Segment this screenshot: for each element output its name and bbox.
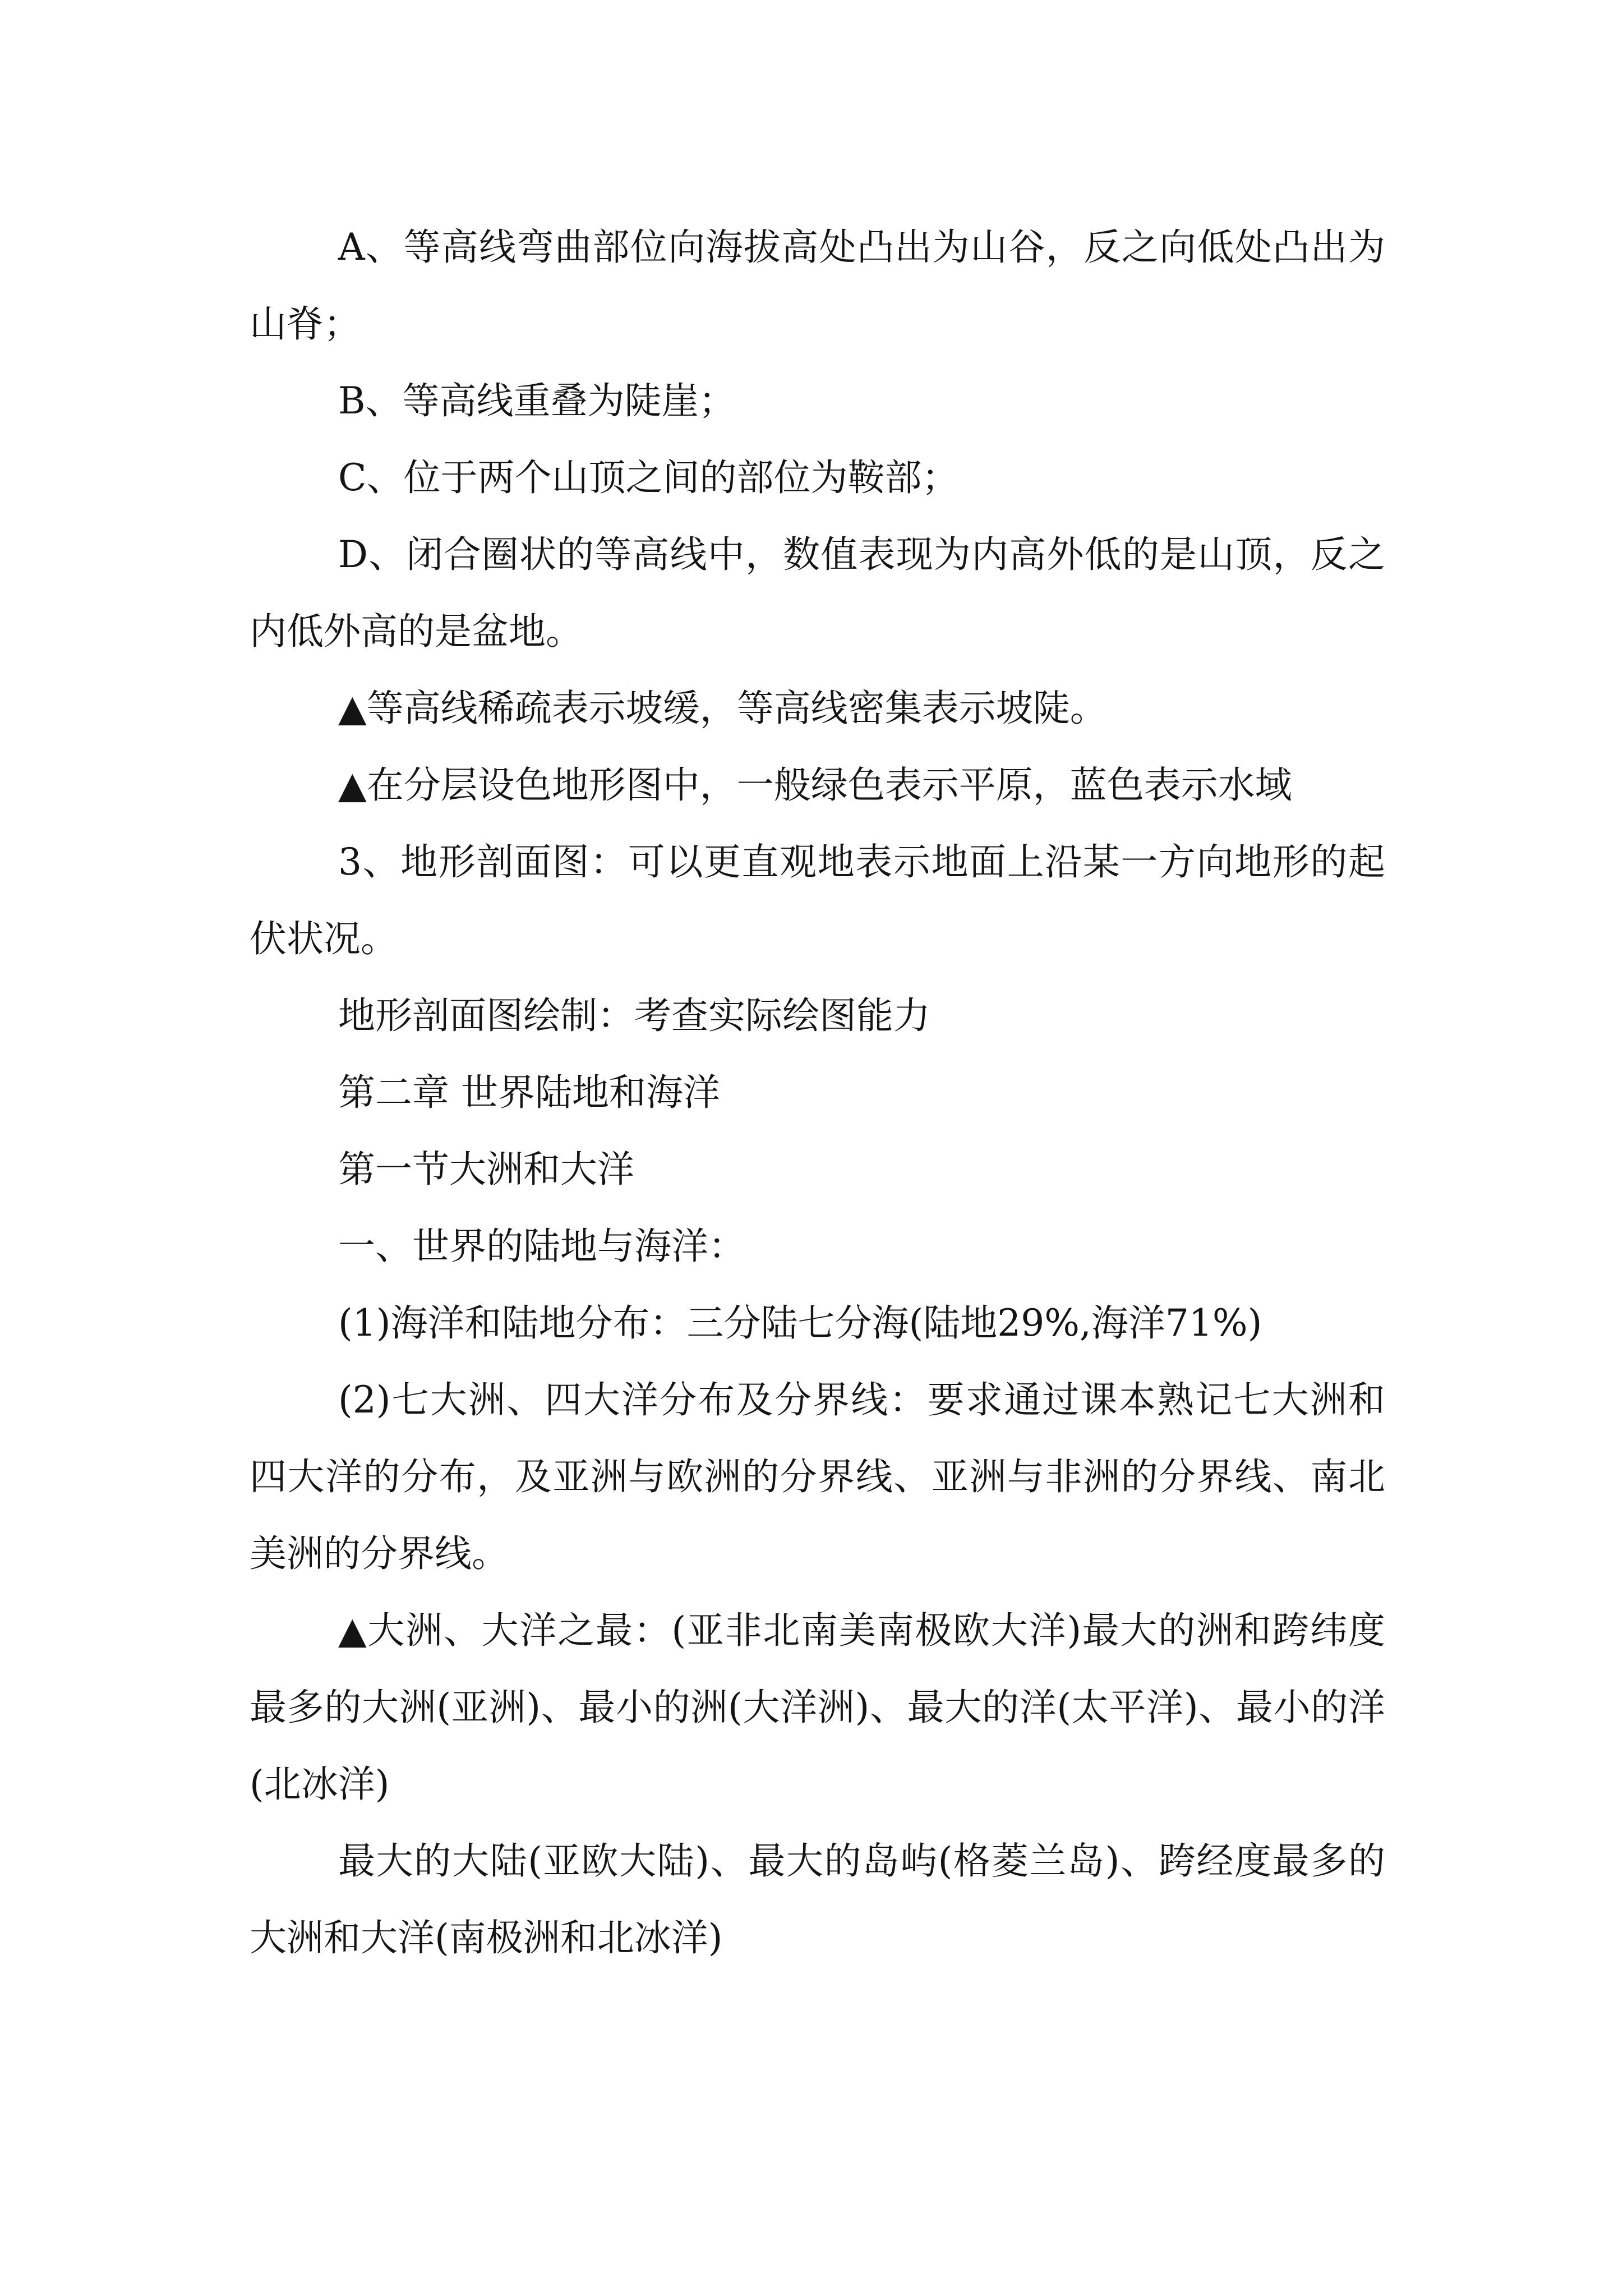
paragraph-land-sea-distribution: (1)海洋和陆地分布：三分陆七分海(陆地29%,海洋71%)	[338, 1301, 1262, 1345]
paragraph-largest-continent-island: 最大的大陆(亚欧大陆)、最大的岛屿(格菱兰岛)、跨经度最多的大洲和大洋(南极洲和北冰洋)	[250, 1839, 1385, 1959]
paragraph-contour-saddle: C、位于两个山顶之间的部位为鞍部；	[338, 456, 959, 499]
paragraph-contour-valley-ridge: A、等高线弯曲部位向海拔高处凸出为山谷，反之向低处凸出为山脊；	[250, 226, 1385, 346]
paragraph-contour-cliff: B、等高线重叠为陡崖；	[338, 379, 736, 422]
paragraph-continents-oceans-boundaries: (2)七大洲、四大洋分布及分界线：要求通过课本熟记七大洲和四大洋的分布，及亚洲与欧洲的分界线、亚洲与非洲的分界线、南北美洲的分界线。	[250, 1378, 1385, 1575]
paragraph-slope-density: ▲等高线稀疏表示坡缓，等高线密集表示坡陡。	[338, 687, 1107, 730]
subsection-heading: 一、世界的陆地与海洋：	[338, 1225, 745, 1268]
paragraph-layered-color-map: ▲在分层设色地形图中，一般绿色表示平原，蓝色表示水域	[338, 763, 1292, 807]
paragraph-profile-drawing: 地形剖面图绘制：考查实际绘图能力	[338, 994, 930, 1037]
section-heading: 第一节大洲和大洋	[338, 1148, 634, 1191]
chapter-heading: 第二章 世界陆地和海洋	[338, 1071, 720, 1114]
document-body	[250, 209, 1385, 1976]
paragraph-terrain-profile: 3、地形剖面图：可以更直观地表示地面上沿某一方向地形的起伏状况。	[250, 840, 1385, 960]
paragraph-contour-summit-basin: D、闭合圈状的等高线中，数值表现为内高外低的是山顶，反之内低外高的是盆地。	[250, 533, 1385, 653]
paragraph-continent-ocean-records: ▲大洲、大洋之最：(亚非北南美南极欧大洋)最大的洲和跨纬度最多的大洲(亚洲)、最小的洲(大洋洲)、最大的洋(太平洋)、最小的洋(北冰洋)	[250, 1609, 1385, 1806]
